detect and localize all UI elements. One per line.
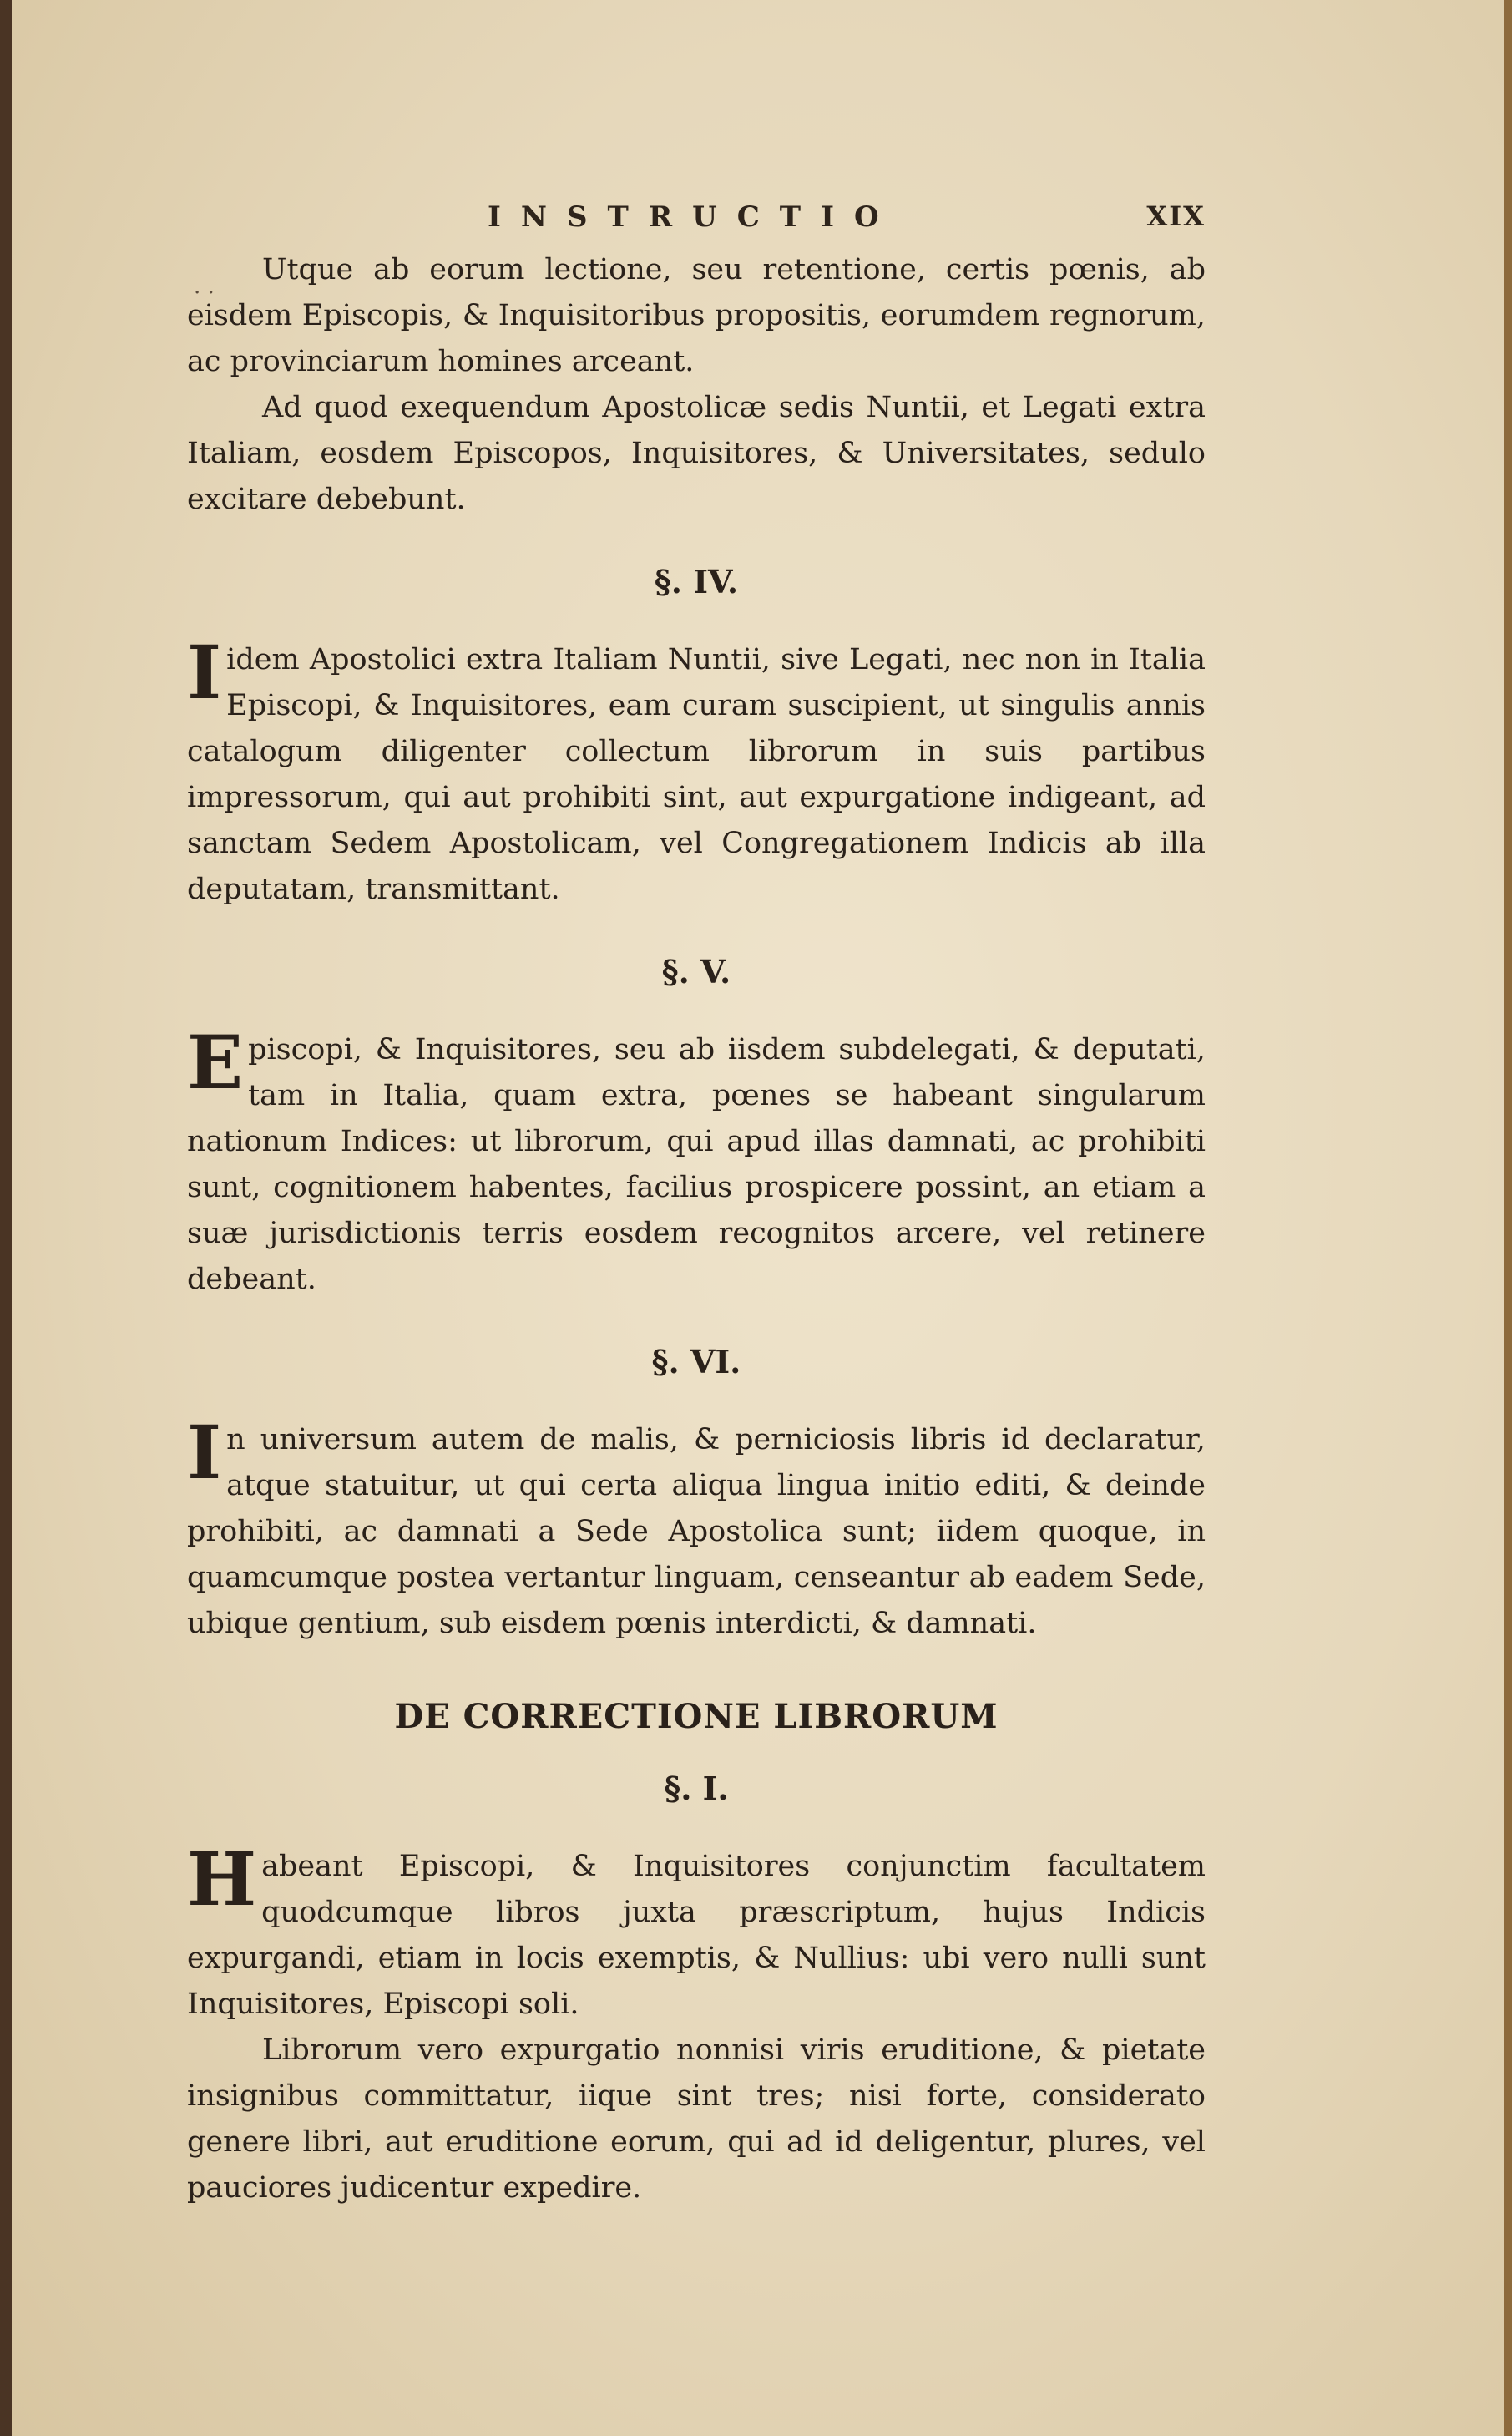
paragraph-section-vi: [187, 1409, 1206, 1647]
margin-mark: . .: [194, 274, 215, 299]
section-heading-v: §. V.: [661, 953, 731, 990]
section-heading-iv: §. IV.: [654, 563, 739, 600]
paragraph-section-v: [187, 1019, 1206, 1303]
section-heading-vi: §. VI.: [651, 1343, 741, 1380]
paragraph-chapter-1: [187, 1836, 1206, 2028]
page-number: XIX: [1146, 200, 1206, 232]
running-title: INSTRUCTIO: [488, 200, 899, 234]
drop-cap: E: [187, 1019, 244, 1106]
paragraph-opening-2: Ad quod exequendum Apostolicæ sedis Nuntii, et Legati extra Italiam, eosdem Episcopos, Inquisitores, & Universitates, sedulo excitare debebunt.: [187, 391, 1206, 516]
paragraph-text: n universum autem de malis, & perniciosis libris id declaratur, atque statuitur, ut qui certa aliqua lingua initio editi, & deinde prohibiti, ac damnati a Sede Apostolica sunt; iidem quoque, in quamcumque postea vertantur linguam, censeantur ab eadem Sede, ubique gentium, sub eisdem pœnis interdicti, & damnati.: [187, 1423, 1206, 1640]
drop-cap: H: [187, 1836, 257, 1922]
paragraph-opening-1: Utque ab eorum lectione, seu retentione, certis pœnis, ab eisdem Episcopis, & Inquisitoribus propositis, eorumdem regnorum, ac provinciarum homines arceant.: [187, 253, 1206, 378]
page-text: [187, 200, 1206, 2211]
paragraph-text: idem Apostolici extra Italiam Nuntii, sive Legati, nec non in Italia Episcopi, & Inquisitores, eam curam suscipient, ut singulis annis catalogum diligenter collectum librorum in suis partibus impressorum, qui aut prohibiti sint, aut expurgatione indigeant, ad sanctam Sedem Apostolicam, vel Congregationem Indicis ab illa deputatam, transmittant.: [187, 643, 1206, 906]
drop-cap: I: [187, 629, 222, 716]
running-head: [187, 200, 1206, 239]
paragraph-chapter-2: Librorum vero expurgatio nonnisi viris eruditione, & pietate insignibus committatur, iique sint tres; nisi forte, considerato genere libri, aut eruditione eorum, qui ad id deligentur, plures, vel pauciores judicentur expedire.: [187, 2033, 1206, 2205]
paragraph-section-iv: [187, 629, 1206, 913]
section-heading-i: §. I.: [664, 1770, 729, 1807]
paragraph-text: abeant Episcopi, & Inquisitores conjunctim facultatem quodcumque libros juxta præscriptum, hujus Indicis expurgandi, etiam in locis exemptis, & Nullius: ubi vero nulli sunt Inquisitores, Episcopi soli.: [187, 1850, 1206, 2021]
chapter-title: DE CORRECTIONE LIBRORUM: [394, 1697, 999, 1736]
paragraph-text: piscopi, & Inquisitores, seu ab iisdem subdelegati, & deputati, tam in Italia, quam extra, pœnes se habeant singularum nationum Indices: ut librorum, qui apud illas damnati, ac prohibiti sunt, cognitionem habentes, facilius prospicere possint, an etiam a suæ jurisdictionis terris eosdem recognitos arcere, vel retinere debeant.: [187, 1033, 1206, 1296]
drop-cap: I: [187, 1409, 222, 1496]
